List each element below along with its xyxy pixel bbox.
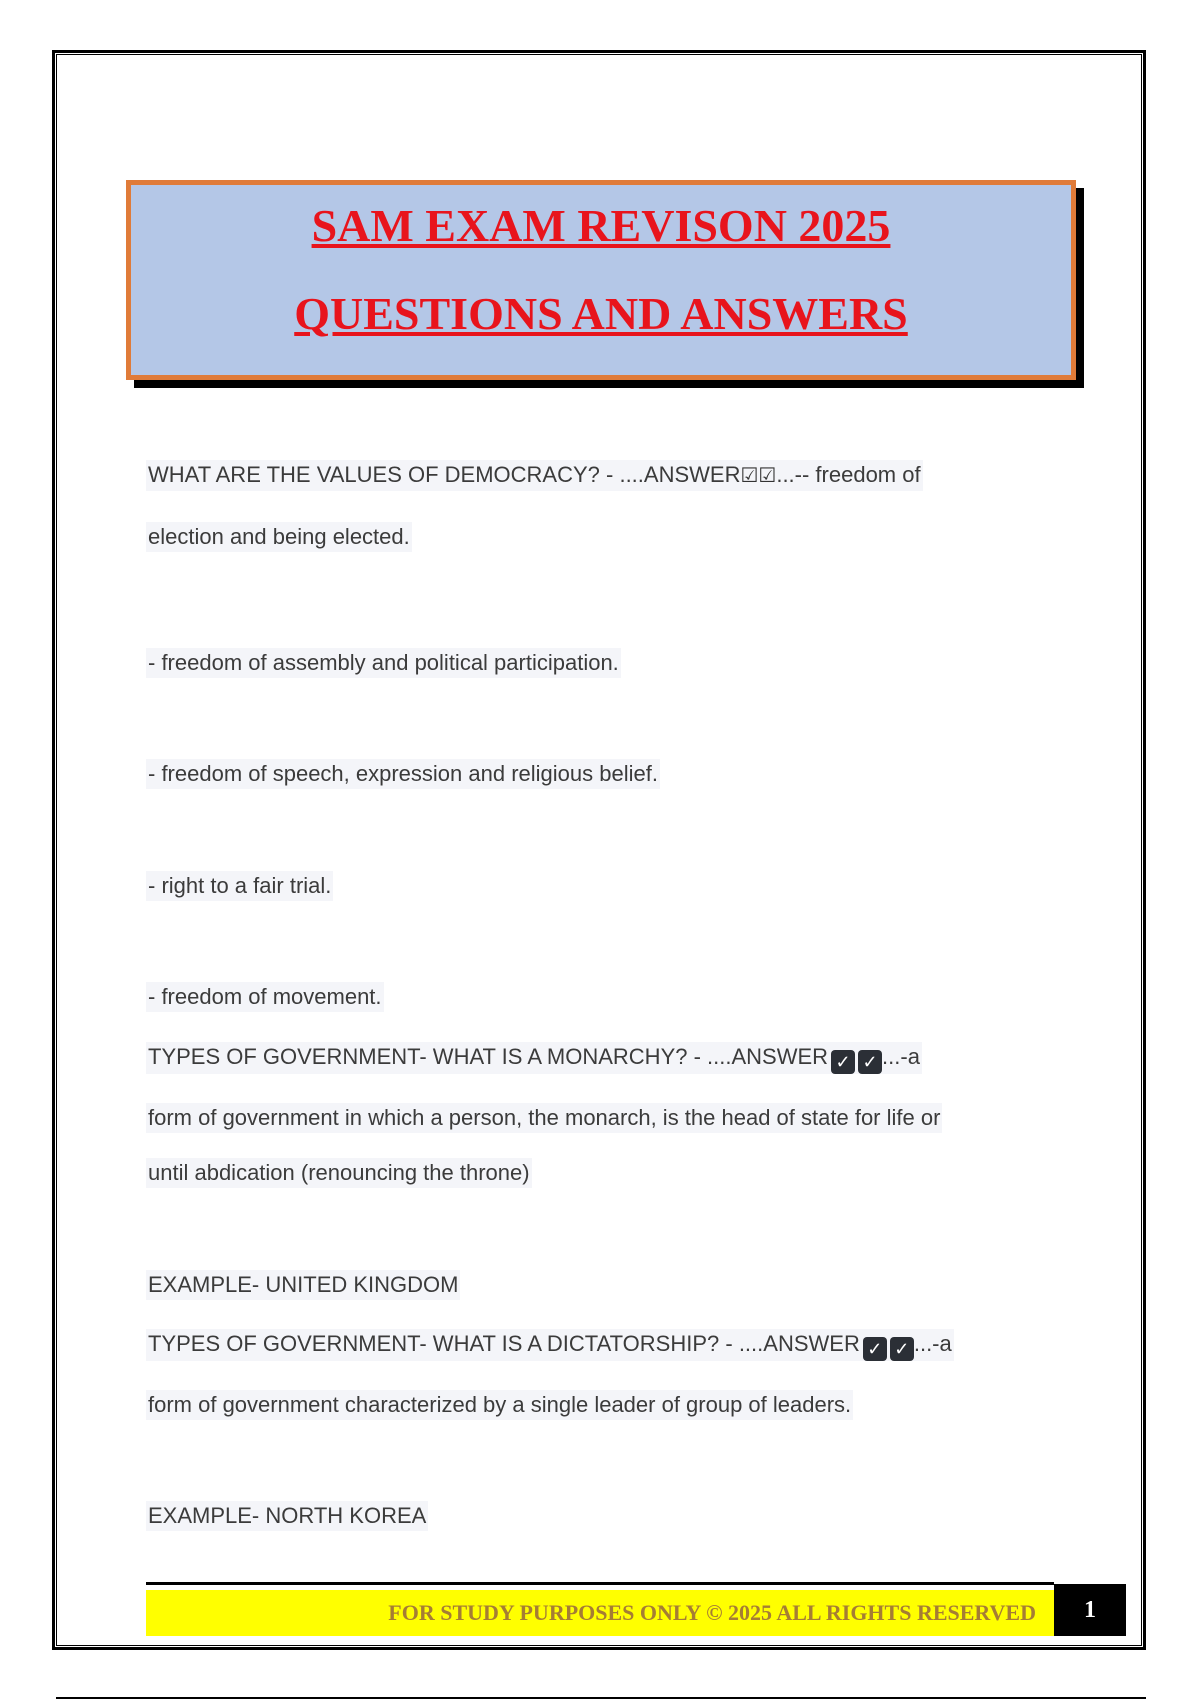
answer-start: ...-- freedom of xyxy=(776,462,921,487)
check-icon: ✓ xyxy=(831,1050,855,1074)
title-line-2: QUESTIONS AND ANSWERS xyxy=(294,288,908,339)
answer-line: EXAMPLE- UNITED KINGDOM xyxy=(146,1270,460,1300)
answer-line: EXAMPLE- NORTH KOREA xyxy=(146,1501,428,1531)
answer-line: - freedom of speech, expression and religious belief. xyxy=(146,759,660,789)
page-number: 1 xyxy=(1054,1584,1126,1636)
answer-line: until abdication (renouncing the throne) xyxy=(146,1158,532,1188)
question-line xyxy=(146,1042,922,1074)
check-icon: ✓ xyxy=(858,1050,882,1074)
answer-line: election and being elected. xyxy=(146,522,412,552)
footer-rule xyxy=(146,1582,1054,1585)
check-icon: ✓ xyxy=(863,1337,887,1361)
check-box-icon: ☑☑ xyxy=(740,465,777,487)
check-icon: ✓ xyxy=(890,1337,914,1361)
footer-band xyxy=(146,1590,1054,1636)
question-line xyxy=(146,1329,954,1361)
answer-line: - freedom of assembly and political participation. xyxy=(146,648,621,678)
footer-text: FOR STUDY PURPOSES ONLY © 2025 ALL RIGHTS RESERVED xyxy=(388,1600,1036,1625)
answer-line: form of government in which a person, the monarch, is the head of state for life or xyxy=(146,1103,942,1133)
question-line xyxy=(146,460,923,491)
answer-line: - freedom of movement. xyxy=(146,982,384,1012)
answer-line: form of government characterized by a single leader of group of leaders. xyxy=(146,1390,853,1420)
answer-start: ...-a xyxy=(882,1044,920,1069)
question-text: WHAT ARE THE VALUES OF DEMOCRACY? - ....ANSWER xyxy=(148,462,741,487)
title-line-1: SAM EXAM REVISON 2025 xyxy=(311,200,891,251)
question-text: TYPES OF GOVERNMENT- WHAT IS A MONARCHY? - ....ANSWER xyxy=(148,1044,829,1069)
answer-start: ...-a xyxy=(913,1331,952,1356)
answer-line: - right to a fair trial. xyxy=(146,871,333,901)
question-text: TYPES OF GOVERNMENT- WHAT IS A DICTATORSHIP? - ....ANSWER xyxy=(148,1331,860,1356)
